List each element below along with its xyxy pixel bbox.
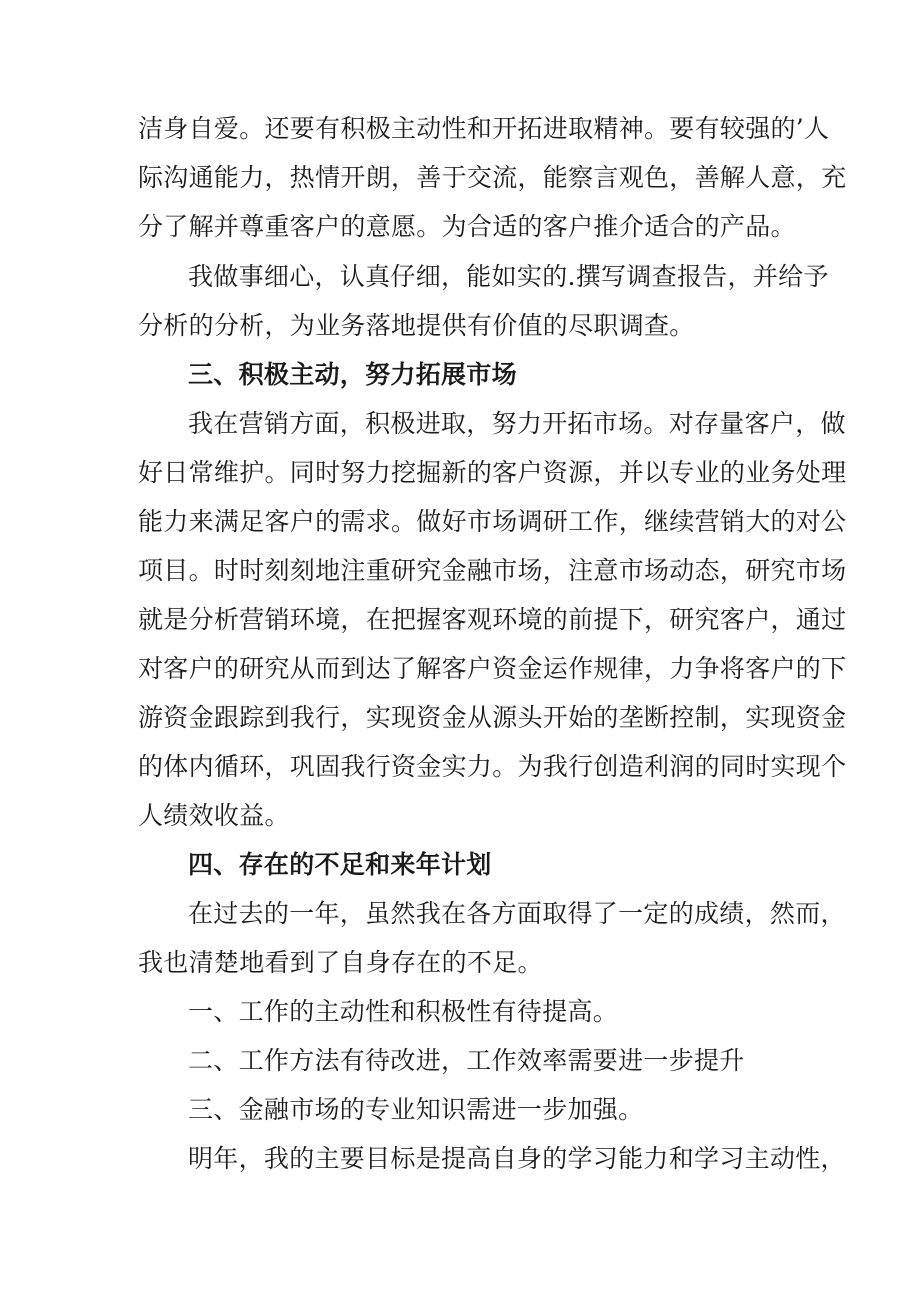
paragraph-line: 我也清楚地看到了自身存在的不足。 [138,948,543,977]
section-heading-3: 三、积极主动，努力拓展市场 [188,360,517,389]
list-item-3: 三、金融市场的专业知识需进一步加强。 [188,1095,644,1124]
paragraph-line: 对客户的研究从而到达了解客户资金运作规律，力争将客户的下 [138,654,847,683]
paragraph-line: 游资金跟踪到我行，实现资金从源头开始的垄断控制，实现资金 [138,703,847,732]
paragraph-line: 分析的分析，为业务落地提供有价值的尽职调查。 [138,311,695,340]
paragraph-line: 好日常维护。同时努力挖掘新的客户资源，并以专业的业务处理 [138,458,847,487]
paragraph-line: 项目。时时刻刻地注重研究金融市场，注意市场动态，研究市场 [138,556,847,585]
paragraph-line: 明年，我的主要目标是提高自身的学习能力和学习主动性， [188,1144,846,1173]
paragraph-line: 能力来满足客户的需求。做好市场调研工作，继续营销大的对公 [138,507,847,536]
paragraph-line: 分了解并尊重客户的意愿。为合适的客户推介适合的产品。 [138,212,796,241]
paragraph-line: 我在营销方面，积极进取，努力开拓市场。对存量客户，做 [188,409,846,438]
paragraph-line: 人绩效收益。 [138,801,290,830]
paragraph-line: 际沟通能力，热情开朗，善于交流，能察言观色，善解人意，充 [138,163,847,192]
paragraph-line: 就是分析营销环境，在把握客观环境的前提下，研究客户，通过 [138,605,847,634]
paragraph-line: 我做事细心，认真仔细，能如实的.撰写调查报告，并给予 [188,262,829,291]
paragraph-line: 的体内循环，巩固我行资金实力。为我行创造利润的同时实现个 [138,752,847,781]
section-heading-4: 四、存在的不足和来年计划 [188,850,492,879]
paragraph-line: 洁身自爱。还要有积极主动性和开拓进取精神。要有较强的’人 [138,114,830,143]
list-item-1: 一、工作的主动性和积极性有待提高。 [188,997,619,1026]
list-item-2: 二、工作方法有待改进，工作效率需要进一步提升 [188,1046,745,1075]
paragraph-line: 在过去的一年，虽然我在各方面取得了一定的成绩，然而， [188,899,846,928]
